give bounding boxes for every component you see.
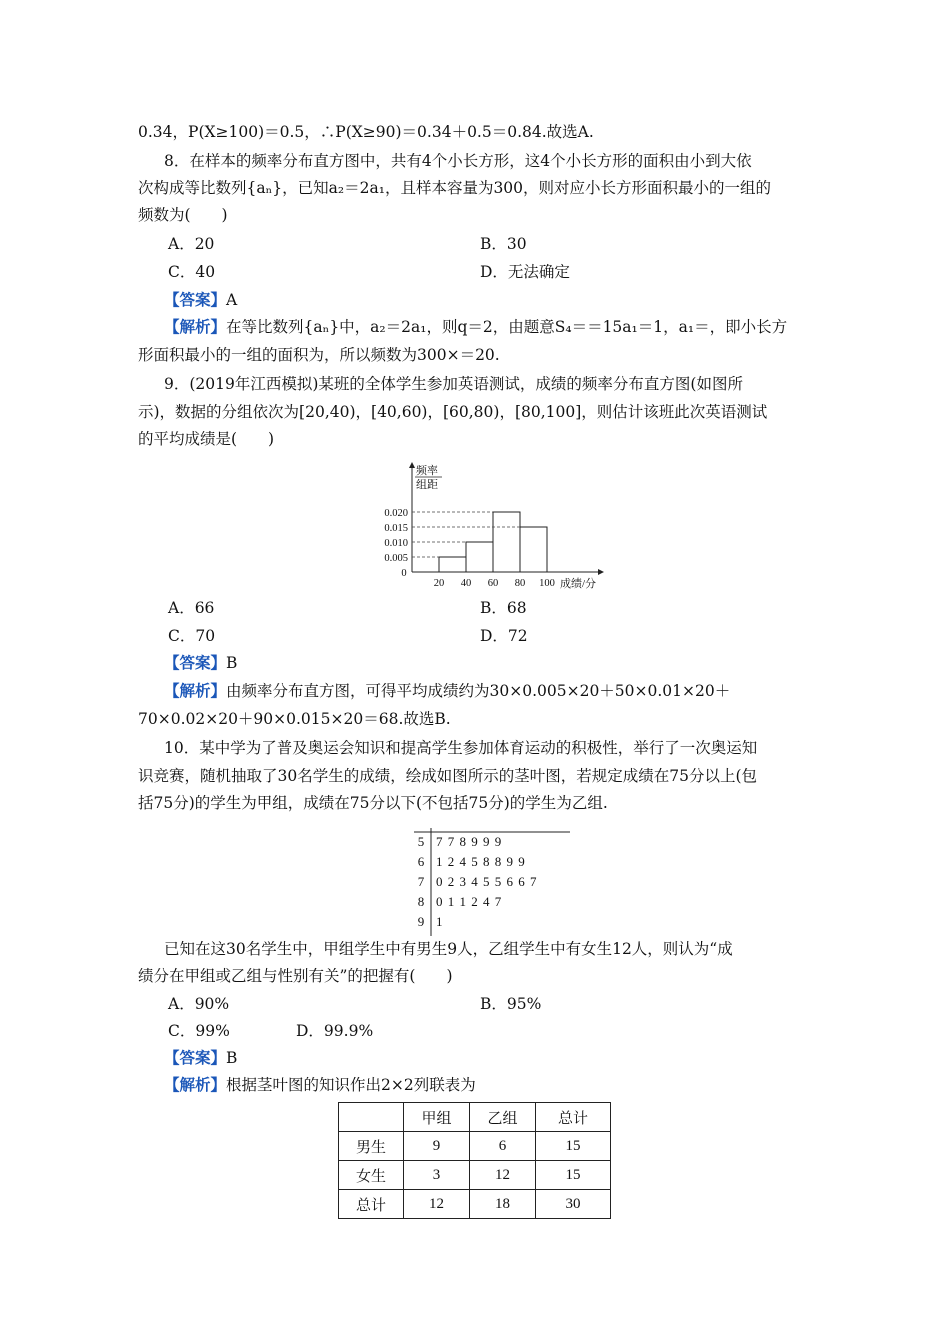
option-a: A．66 xyxy=(168,599,215,617)
table-row xyxy=(339,1190,611,1219)
table-cell: 30 xyxy=(536,1190,611,1219)
y-axis-label: 频率 xyxy=(416,465,438,477)
x-tick-label: 60 xyxy=(487,578,499,589)
table-cell: 男生 xyxy=(339,1132,404,1161)
table-cell: 总计 xyxy=(536,1103,611,1132)
question-10-line: 10．某中学为了普及奥运会知识和提高学生参加体育运动的积极性，举行了一次奥运知 xyxy=(164,739,758,757)
text-line: 示)，数据的分组依次为[20,40)，[40,60)，[60,80)，[80,100]，则估计该班此次英语测试 xyxy=(138,403,768,421)
table-cell: 12 xyxy=(470,1161,536,1190)
analysis-line xyxy=(164,680,730,702)
analysis-tag: 【解析】 xyxy=(164,317,227,336)
table-cell: 甲组 xyxy=(404,1103,470,1132)
x-tick-label: 0 xyxy=(401,568,407,579)
y-tick-label: 0.005 xyxy=(384,553,408,564)
histogram-bar xyxy=(439,557,466,572)
table-cell: 3 xyxy=(404,1161,470,1190)
answer-tag: 【答案】 xyxy=(164,1048,227,1067)
frequency-histogram xyxy=(370,460,610,590)
x-tick-label: 40 xyxy=(460,578,472,589)
y-tick-label: 0.010 xyxy=(384,538,408,549)
stem-value: 6 xyxy=(417,854,425,869)
stem-value: 7 xyxy=(417,874,425,889)
option-d: D．99.9% xyxy=(296,1022,374,1040)
table-cell: 乙组 xyxy=(470,1103,536,1132)
table-cell: 15 xyxy=(536,1161,611,1190)
table-cell: 6 xyxy=(470,1132,536,1161)
option-b: B．30 xyxy=(480,235,527,253)
table-cell: 总计 xyxy=(339,1190,404,1219)
x-tick-label: 20 xyxy=(433,578,445,589)
text-line: 0.34，P(X≥100)＝0.5，∴P(X≥90)＝0.34＋0.5＝0.84.故选A. xyxy=(138,123,594,141)
leaf-values: 1 xyxy=(436,914,444,929)
y-axis-arrow xyxy=(409,462,415,468)
text-line: 的平均成绩是( ) xyxy=(138,430,275,448)
leaf-values: 7 7 8 9 9 9 xyxy=(436,834,503,849)
x-axis-label: 成绩/分 xyxy=(560,578,597,590)
answer-value: B xyxy=(226,654,238,672)
option-d: D．无法确定 xyxy=(480,263,570,281)
table-row xyxy=(339,1132,611,1161)
leaf-values: 1 2 4 5 8 8 9 9 xyxy=(436,854,526,869)
x-axis-arrow xyxy=(598,569,604,575)
text-line: 70×0.02×20＋90×0.015×20＝68.故选B. xyxy=(138,710,451,728)
table-cell: 15 xyxy=(536,1132,611,1161)
answer-line xyxy=(164,652,237,674)
stem-leaf-plot xyxy=(410,828,580,940)
table-header-row xyxy=(339,1103,611,1132)
table-cell: 女生 xyxy=(339,1161,404,1190)
answer-value: A xyxy=(226,291,238,309)
answer-line xyxy=(164,289,237,311)
contingency-table xyxy=(338,1102,611,1219)
stem-value: 5 xyxy=(417,834,425,849)
y-tick-label: 0.015 xyxy=(384,523,408,534)
table-row xyxy=(339,1161,611,1190)
option-a: A．20 xyxy=(168,235,215,253)
table-cell: 18 xyxy=(470,1190,536,1219)
text-line: 识竞赛，随机抽取了30名学生的成绩，绘成如图所示的茎叶图，若规定成绩在75分以上(包 xyxy=(138,767,757,785)
histogram-bar xyxy=(520,527,547,572)
answer-line xyxy=(164,1047,237,1069)
analysis-tag: 【解析】 xyxy=(164,1075,227,1094)
answer-tag: 【答案】 xyxy=(164,653,227,672)
question-8-line: 8．在样本的频率分布直方图中，共有4个小长方形，这4个小长方形的面积由小到大依 xyxy=(164,152,752,170)
y-tick-label: 0.020 xyxy=(384,508,408,519)
analysis-line xyxy=(164,1074,476,1096)
answer-tag: 【答案】 xyxy=(164,290,227,309)
analysis-text: 由频率分布直方图，可得平均成绩约为30×0.005×20＋50×0.01×20＋ xyxy=(226,682,731,700)
answer-value: B xyxy=(226,1049,238,1067)
option-c: C．99% xyxy=(168,1022,230,1040)
analysis-line xyxy=(164,316,787,338)
text-line: 频数为( ) xyxy=(138,206,228,224)
stem-value: 9 xyxy=(417,914,425,929)
question-9-line: 9．(2019年江西模拟)某班的全体学生参加英语测试，成绩的频率分布直方图(如图所 xyxy=(164,375,743,393)
histogram-bar xyxy=(466,542,493,572)
leaf-values: 0 2 3 4 5 5 6 6 7 xyxy=(436,874,538,889)
option-b: B．95% xyxy=(480,995,542,1013)
text-line: 次构成等比数列{aₙ}，已知a₂＝2a₁，且样本容量为300，则对应小长方形面积最小的一组的 xyxy=(138,179,772,197)
option-a: A．90% xyxy=(168,995,230,1013)
option-c: C．40 xyxy=(168,263,216,281)
x-tick-label: 80 xyxy=(514,578,526,589)
table-cell xyxy=(339,1103,404,1132)
text-line: 绩分在甲组或乙组与性别有关”的把握有( ) xyxy=(138,967,453,985)
x-tick-label: 100 xyxy=(539,578,555,589)
stem-value: 8 xyxy=(417,894,425,909)
option-b: B．68 xyxy=(480,599,527,617)
histogram-bar xyxy=(493,512,520,572)
option-d: D．72 xyxy=(480,627,528,645)
option-c: C．70 xyxy=(168,627,216,645)
analysis-text: 根据茎叶图的知识作出2×2列联表为 xyxy=(226,1076,476,1094)
text-line: 形面积最小的一组的面积为，所以频数为300×＝20. xyxy=(138,346,500,364)
y-axis-label: 组距 xyxy=(416,479,438,491)
leaf-values: 0 1 1 2 4 7 xyxy=(436,894,503,909)
analysis-text: 在等比数列{aₙ}中，a₂＝2a₁，则q＝2，由题意S₄＝＝15a₁＝1，a₁＝，即小长方 xyxy=(226,318,788,336)
text-line: 已知在这30名学生中，甲组学生中有男生9人，乙组学生中有女生12人，则认为“成 xyxy=(164,940,733,958)
table-cell: 9 xyxy=(404,1132,470,1161)
text-line: 括75分)的学生为甲组，成绩在75分以下(不包括75分)的学生为乙组. xyxy=(138,794,608,812)
table-cell: 12 xyxy=(404,1190,470,1219)
analysis-tag: 【解析】 xyxy=(164,681,227,700)
